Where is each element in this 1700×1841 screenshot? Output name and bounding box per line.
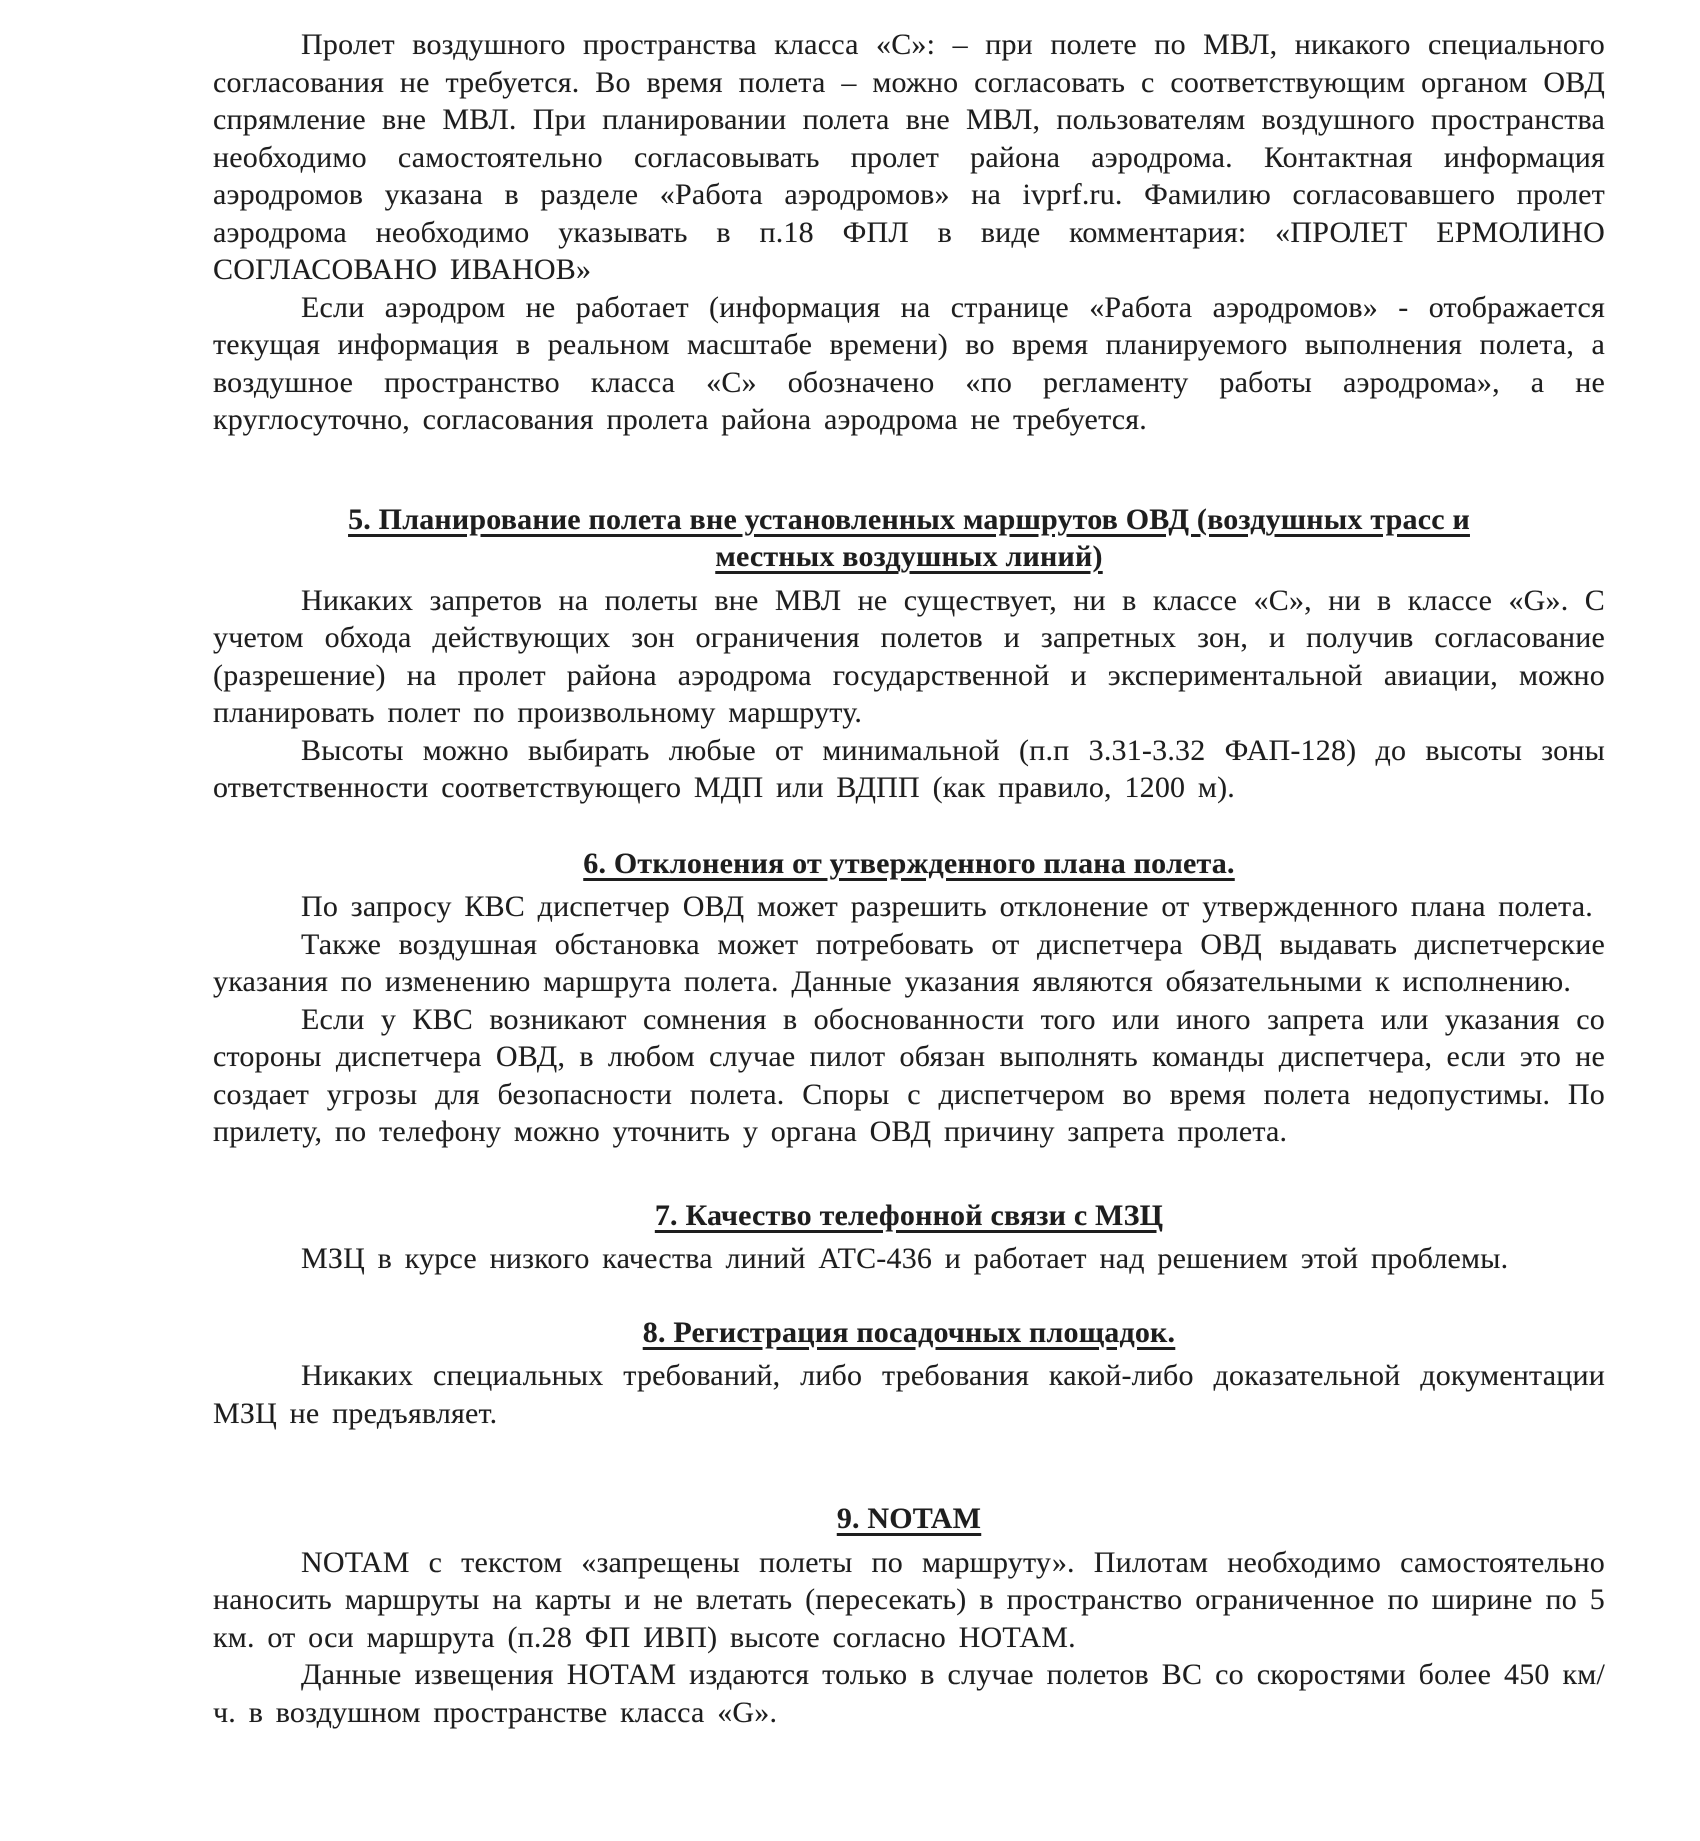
section-5-heading-line-2: местных воздушных линий) [715,540,1103,573]
section-8-heading: 8. Регистрация посадочных площадок. [642,1315,1176,1349]
section-9-paragraph-notam-routes: NOTAM с текстом «запрещены полеты по маршруту». Пилотам необходимо самостоятельно наносить маршруты на карты и не влетать (пересекать) в пространство ограниченное по ширине по 5 км. от оси маршрута (п.28 ФП ИВП) высоте согласно НОТАМ. [213,1545,1605,1654]
intro-paragraph-aerodrome-not-working: Если аэродром не работает (информация на странице «Работа аэродромов» - отображается текущая информация в реальном масштабе времени) во время планируемого выполнения полета, а воздушное пространство класса «С» обозначено «по регламенту работы аэродрома», а не круглосуточно, согласования пролета района аэродрома не требуется. [213,290,1605,436]
section-7-paragraph-phone-quality: МЗЦ в курсе низкого качества линий АТС-436 и работает над решением этой проблемы. [301,1242,1509,1275]
section-9-heading: 9. NOTAM [836,1502,982,1535]
section-5-paragraph-altitudes: Высоты можно выбирать любые от минимальной (п.п 3.31-3.32 ФАП-128) до высоты зоны ответственности соответствующего МДП или ВДПП (как правило, 1200 м). [213,733,1605,804]
section-5-heading-line-1: 5. Планирование полета вне установленных маршрутов ОВД (воздушных трасс и [348,502,1470,536]
section-5-paragraph-no-bans: Никаких запретов на полеты вне МВЛ не существует, ни в классе «С», ни в классе «G». С учетом обхода действующих зон ограничения полетов и запретных зон, и получив согласование (разрешение) на пролет района аэродрома государственной и экспериментальной авиации, можно планировать полет по произвольному маршруту. [213,583,1605,729]
section-6-paragraph-deviation-request: По запросу КВС диспетчер ОВД может разрешить отклонение от утвержденного плана полета. [301,890,1593,923]
section-8-paragraph-no-requirements: Никаких специальных требований, либо требования какой-либо доказательной документации МЗЦ не предъявляет. [213,1359,1605,1430]
section-6-heading: 6. Отклонения от утвержденного плана полета. [583,846,1235,880]
section-6-paragraph-pilot-doubts: Если у КВС возникают сомнения в обоснованности того или иного запрета или указания со стороны диспетчера ОВД, в любом случае пилот обязан выполнять команды диспетчера, если это не создает угрозы для безопасности полета. Споры с диспетчером во время полета недопустимы. По прилету, по телефону можно уточнить у органа ОВД причину запрета пролета. [213,1002,1605,1148]
section-9-paragraph-notam-speed: Данные извещения НОТАМ издаются только в случае полетов ВС со скоростями более 450 км/ч. в воздушном пространстве класса «G». [213,1658,1605,1729]
section-5-heading [213,501,1605,576]
intro-paragraph-airspace-class-c: Пролет воздушного пространства класса «С»: – при полете по МВЛ, никакого специального согласования не требуется. Во время полета – можно согласовать с соответствующим органом ОВД спрямление вне МВЛ. При планировании полета вне МВЛ, пользователям воздушного пространства необходимо самостоятельно согласовывать пролет района аэродрома. Контактная информация аэродромов указана в разделе «Работа аэродромов» на ivprf.ru. Фамилию согласовавшего пролет аэродрома необходимо указывать в п.18 ФПЛ в виде комментария: «ПРОЛЕТ ЕРМОЛИНО СОГЛАСОВАНО ИВАНОВ» [213,28,1605,286]
section-7-heading: 7. Качество телефонной связи с МЗЦ [654,1198,1164,1232]
section-6-paragraph-atc-instructions: Также воздушная обстановка может потребовать от диспетчера ОВД выдавать диспетчерские указания по изменению маршрута полета. Данные указания являются обязательными к исполнению. [213,927,1605,998]
